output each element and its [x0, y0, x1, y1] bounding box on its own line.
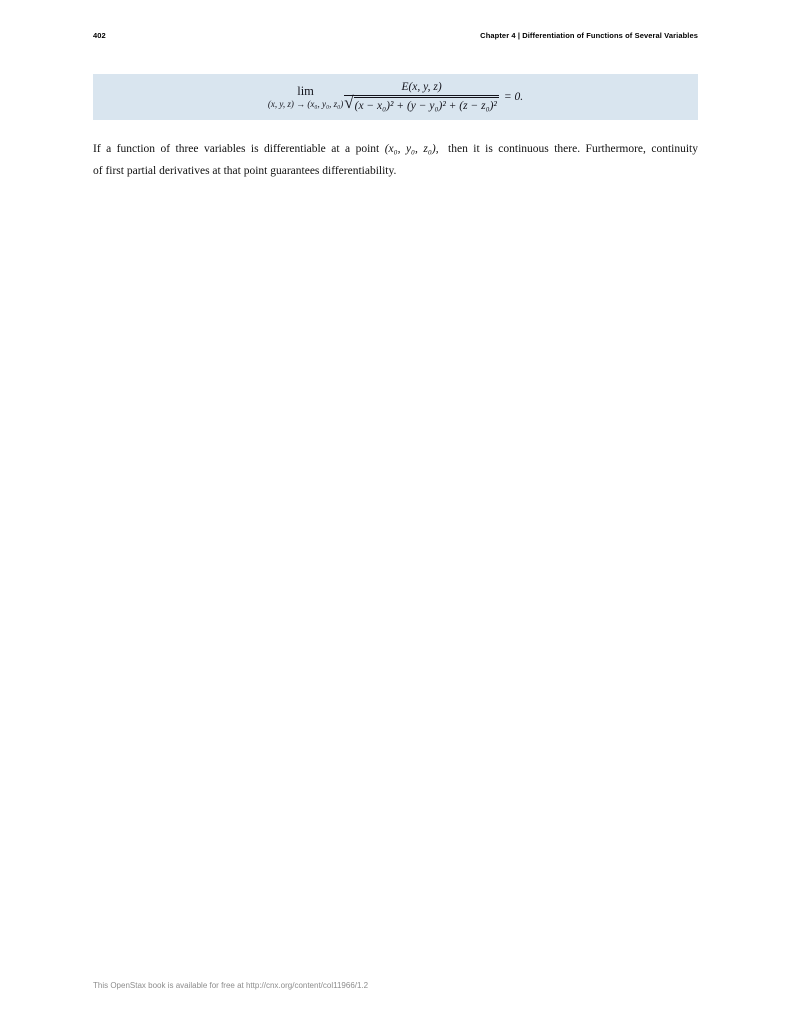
fraction-numerator: E(x, y, z): [401, 81, 442, 93]
paragraph-text: If a function of three variables is differentiable at a point: [93, 143, 380, 155]
limit-equation: [268, 80, 523, 114]
fraction-bar: [344, 80, 499, 96]
equation-rhs: = 0.: [503, 91, 524, 103]
paragraph-text: then it is continuous there. Furthermore, continuity: [448, 143, 698, 155]
radical-sign-icon: √: [344, 93, 354, 112]
chapter-header: Chapter 4 | Differentiation of Functions of Several Variables: [480, 31, 698, 40]
lim-operator: lim: [297, 84, 314, 98]
footer-attribution: This OpenStax book is available for free at http://cnx.org/content/col11966/1.2: [93, 981, 369, 990]
body-paragraph: [93, 139, 698, 182]
paragraph-line-2: of first partial derivatives at that point guarantees differentiability.: [93, 164, 397, 177]
lim-subscript: (x, y, z) → (x₀, y₀, z₀): [267, 99, 344, 109]
page-number: 402: [93, 31, 106, 40]
limit-operator-block: [268, 85, 343, 109]
fraction-denominator: [344, 93, 499, 114]
inline-math-point: (x₀, y₀, z₀),: [384, 143, 439, 155]
equation-highlight-box: [93, 74, 698, 120]
page-header: [93, 31, 698, 40]
fraction: [344, 80, 499, 114]
paragraph-line-1: [93, 139, 698, 161]
radicand: (x − x₀)² + (y − y₀)² + (z − z₀)²: [354, 97, 499, 114]
